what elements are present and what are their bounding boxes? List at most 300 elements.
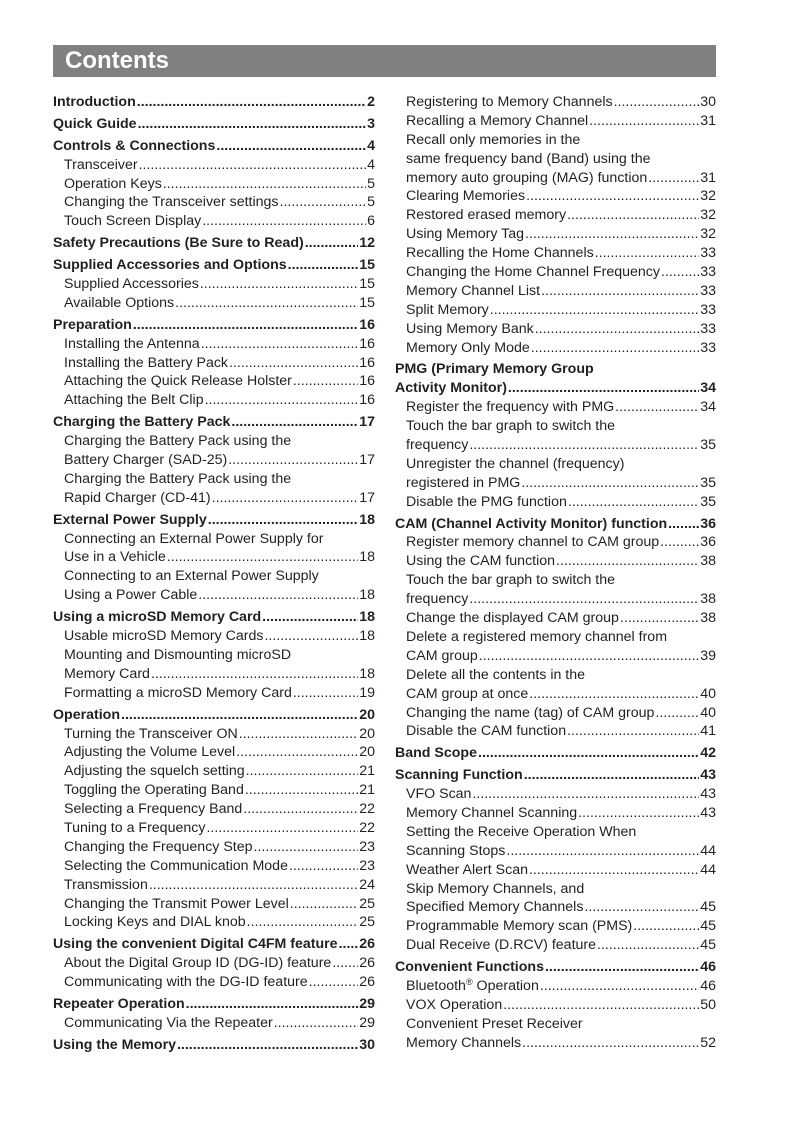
toc-entry-title: Changing the Transceiver settings — [64, 194, 279, 211]
toc-entry-line — [64, 857, 375, 876]
toc-entry-title: Register the frequency with PMG — [406, 399, 615, 416]
toc-entry-line — [53, 995, 375, 1014]
dot-leader — [668, 515, 699, 534]
toc-entry-title: Register memory channel to CAM group — [406, 534, 660, 551]
dot-leader — [633, 917, 699, 936]
toc-page-number: 32 — [700, 207, 716, 224]
toc-entry-line — [395, 360, 716, 379]
toc-entry-title: Touch the bar graph to switch the — [406, 418, 615, 435]
toc-entry-title: Installing the Battery Pack — [64, 354, 229, 371]
toc-entry-line — [406, 187, 716, 206]
dot-leader — [200, 275, 358, 294]
toc-entry-section[interactable] — [53, 316, 375, 335]
toc-page-number: 41 — [700, 723, 716, 740]
toc-entry-line — [64, 876, 375, 895]
toc-entry-line — [53, 256, 375, 275]
toc-entry-title: Charging the Battery Pack — [53, 414, 231, 431]
toc-entry[interactable] — [395, 320, 716, 339]
dot-leader — [239, 725, 358, 744]
toc-page-number: 23 — [359, 857, 375, 874]
toc-entry-section[interactable] — [53, 706, 375, 725]
toc-entry[interactable] — [395, 244, 716, 263]
toc-entry-title: Transmission — [64, 876, 148, 893]
toc-entry-title: Disable the CAM function — [406, 723, 567, 740]
toc-page-number: 31 — [700, 112, 716, 129]
toc-page-number: 39 — [700, 647, 716, 664]
toc-entry[interactable] — [53, 819, 375, 838]
toc-page-number: 46 — [700, 959, 716, 976]
toc-entry-title: Operation Keys — [64, 175, 162, 192]
toc-entry-section[interactable] — [395, 766, 716, 785]
toc-page-number: 25 — [359, 914, 375, 931]
dot-leader — [661, 263, 699, 282]
toc-entry-title: Communicating Via the Repeater — [64, 1014, 273, 1031]
toc-entry[interactable] — [395, 282, 716, 301]
toc-entry-title: Charging the Battery Pack using the — [64, 470, 292, 487]
toc-page-number: 21 — [359, 782, 375, 799]
dot-leader — [615, 398, 699, 417]
toc-entry-section[interactable] — [53, 93, 375, 112]
toc-entry[interactable] — [395, 722, 716, 741]
toc-entry-line — [64, 432, 375, 451]
toc-entry-title: Change the displayed CAM group — [406, 610, 619, 627]
toc-entry-line — [406, 455, 716, 474]
toc-entry-section[interactable] — [395, 360, 716, 398]
dot-leader — [236, 743, 358, 762]
toc-entry-title: Formatting a microSD Memory Card — [64, 684, 292, 701]
toc-page-number: 45 — [700, 937, 716, 954]
toc-entry[interactable] — [395, 571, 716, 609]
toc-entry-line — [406, 842, 716, 861]
toc-entry[interactable] — [395, 977, 716, 996]
toc-page-number: 5 — [367, 194, 375, 211]
toc-entry-section[interactable] — [53, 608, 375, 627]
toc-entry-title: Scanning Function — [395, 767, 523, 784]
dot-leader — [525, 225, 699, 244]
toc-page-number: 16 — [359, 392, 375, 409]
toc-page-number: 44 — [700, 861, 716, 878]
toc-page-number: 15 — [359, 294, 375, 311]
toc-entry[interactable] — [395, 301, 716, 320]
toc-page-number: 16 — [359, 373, 375, 390]
dot-leader — [121, 706, 358, 725]
dot-leader — [246, 762, 359, 781]
toc-entry-title: Using the convenient Digital C4FM feature — [53, 936, 338, 953]
toc-page-number: 19 — [359, 684, 375, 701]
toc-entry-title: Touch Screen Display — [64, 213, 202, 230]
toc-entry[interactable] — [395, 609, 716, 628]
toc-page-number: 6 — [367, 213, 375, 230]
toc-entry-title: Changing the Home Channel Frequency — [406, 264, 660, 281]
dot-leader — [339, 935, 359, 954]
toc-entry-title: Restored erased memory — [406, 207, 567, 224]
dot-leader — [264, 627, 358, 646]
toc-page-number: 38 — [700, 610, 716, 627]
toc-entry[interactable] — [53, 175, 375, 194]
toc-page-number: 24 — [359, 876, 375, 893]
dot-leader — [508, 379, 699, 398]
toc-entry[interactable] — [395, 93, 716, 112]
toc-entry-line — [406, 917, 716, 936]
toc-entry[interactable] — [53, 294, 375, 313]
dot-leader — [332, 954, 358, 973]
dot-leader — [522, 1034, 699, 1053]
toc-entry-title: Repeater Operation — [53, 995, 185, 1012]
toc-entry-line — [406, 150, 716, 169]
toc-entry[interactable] — [395, 861, 716, 880]
dot-leader — [288, 256, 359, 275]
toc-page-number: 20 — [359, 725, 375, 742]
toc-entry-line — [64, 743, 375, 762]
toc-page-number: 44 — [700, 842, 716, 859]
toc-entry-line — [406, 628, 716, 647]
toc-entry[interactable] — [395, 533, 716, 552]
toc-entry-section[interactable] — [53, 413, 375, 432]
toc-entry[interactable] — [53, 646, 375, 684]
toc-entry-section[interactable] — [53, 1036, 375, 1055]
toc-entry-line — [406, 263, 716, 282]
toc-entry-line — [64, 781, 375, 800]
toc-entry[interactable] — [53, 530, 375, 568]
toc-page-number: 45 — [700, 918, 716, 935]
toc-entry-title: Mounting and Dismounting microSD — [64, 646, 292, 663]
toc-entry[interactable] — [395, 804, 716, 823]
toc-entry-title: Convenient Functions — [395, 959, 544, 976]
toc-entry-section[interactable] — [53, 256, 375, 275]
toc-page-number: 12 — [359, 235, 375, 252]
toc-entry-title: Usable microSD Memory Cards — [64, 628, 264, 645]
toc-entry-title: frequency — [406, 437, 469, 454]
toc-entry[interactable] — [53, 354, 375, 373]
toc-entry-title: Rapid Charger (CD-41) — [64, 489, 211, 506]
dot-leader — [529, 685, 699, 704]
toc-entry-line — [64, 548, 375, 567]
toc-entry-title: Adjusting the squelch setting — [64, 763, 245, 780]
toc-entry[interactable] — [53, 275, 375, 294]
toc-entry[interactable] — [395, 263, 716, 282]
toc-page-number: 17 — [359, 489, 375, 506]
toc-entry[interactable] — [53, 876, 375, 895]
toc-entry[interactable] — [53, 895, 375, 914]
toc-entry-title: Introduction — [53, 94, 136, 110]
toc-entry-line — [406, 206, 716, 225]
contents-header-bar — [53, 45, 716, 77]
toc-entry[interactable] — [53, 800, 375, 819]
toc-entry-title: Scanning Stops — [406, 842, 506, 859]
toc-entry-title: Use in a Vehicle — [64, 549, 166, 566]
toc-entry-title: Available Options — [64, 294, 175, 311]
dot-leader — [556, 552, 699, 571]
dot-leader — [469, 436, 699, 455]
dot-leader — [198, 586, 358, 605]
toc-entry-title: Selecting a Frequency Band — [64, 801, 243, 818]
toc-entry-line — [406, 474, 716, 493]
toc-entry-title: Recalling a Memory Channel — [406, 112, 589, 129]
toc-entry-line — [53, 93, 375, 112]
dot-leader — [133, 316, 358, 335]
toc-page-number: 26 — [359, 955, 375, 972]
dot-leader — [535, 320, 699, 339]
toc-entry-line — [406, 131, 716, 150]
toc-entry-title: Adjusting the Volume Level — [64, 744, 236, 761]
toc-entry-title: Specified Memory Channels — [406, 899, 584, 916]
toc-entry-line — [406, 823, 716, 842]
toc-page-number: 16 — [359, 316, 375, 333]
toc-entry-title: Setting the Receive Operation When — [406, 823, 637, 840]
toc-entry[interactable] — [395, 398, 716, 417]
toc-entry[interactable] — [53, 335, 375, 354]
toc-entry-title: Selecting the Communication Mode — [64, 857, 288, 874]
toc-entry-line — [406, 647, 716, 666]
toc-entry[interactable] — [395, 666, 716, 704]
toc-entry[interactable] — [53, 762, 375, 781]
toc-entry-title: Quick Guide — [53, 115, 137, 132]
toc-entry[interactable] — [395, 785, 716, 804]
toc-entry[interactable] — [53, 567, 375, 605]
dot-leader — [567, 722, 699, 741]
toc-entry-title: Tuning to a Frequency — [64, 819, 206, 836]
toc-entry-line — [406, 996, 716, 1015]
toc-page-number: 23 — [359, 838, 375, 855]
toc-entry[interactable] — [395, 823, 716, 861]
toc-entry[interactable] — [53, 684, 375, 703]
toc-entry[interactable] — [395, 880, 716, 918]
toc-entry-title: External Power Supply — [53, 511, 207, 528]
dot-leader — [274, 1014, 358, 1033]
toc-entry[interactable] — [395, 455, 716, 493]
toc-entry-line — [406, 320, 716, 339]
toc-entry[interactable] — [395, 206, 716, 225]
toc-entry-title: VOX Operation — [406, 996, 503, 1013]
toc-entry[interactable] — [395, 552, 716, 571]
toc-page-number: 4 — [367, 137, 375, 154]
toc-entry-line — [64, 212, 375, 231]
toc-page-number: 35 — [700, 474, 716, 491]
toc-page-number: 43 — [700, 786, 716, 803]
dot-leader — [595, 244, 700, 263]
toc-entry-line — [64, 530, 375, 549]
toc-page-number: 3 — [367, 115, 375, 132]
toc-entry-title: Installing the Antenna — [64, 335, 200, 352]
toc-entry-title: Skip Memory Channels, and — [406, 880, 585, 897]
toc-entry-title: Band Scope — [395, 745, 477, 762]
toc-entry[interactable] — [53, 470, 375, 508]
toc-entry[interactable] — [395, 112, 716, 131]
toc-entry-line — [64, 1014, 375, 1033]
toc-entry[interactable] — [53, 432, 375, 470]
toc-entry[interactable] — [395, 628, 716, 666]
toc-entry-line — [406, 552, 716, 571]
toc-entry[interactable] — [53, 725, 375, 744]
toc-page-number: 18 — [359, 609, 375, 626]
toc-entry-title: Recalling the Home Channels — [406, 245, 594, 262]
toc-page-number: 26 — [359, 936, 375, 953]
toc-entry-section[interactable] — [395, 744, 716, 763]
dot-leader — [478, 744, 699, 763]
toc-entry-section[interactable] — [53, 115, 375, 134]
toc-entry-line — [53, 115, 375, 134]
dot-leader — [138, 115, 367, 134]
toc-entry-line — [406, 112, 716, 131]
toc-entry-line — [406, 861, 716, 880]
dot-leader — [137, 93, 366, 112]
toc-entry-title: Memory Only Mode — [406, 339, 530, 356]
toc-entry[interactable] — [395, 917, 716, 936]
toc-entry-section[interactable] — [53, 511, 375, 530]
toc-entry-title: Disable the PMG function — [406, 493, 567, 510]
toc-entry[interactable] — [53, 391, 375, 410]
dot-leader — [289, 857, 358, 876]
toc-entry-line — [406, 704, 716, 723]
toc-entry-line — [64, 335, 375, 354]
toc-entry-line — [406, 436, 716, 455]
dot-leader — [531, 339, 699, 358]
toc-entry-line — [406, 93, 716, 112]
toc-entry[interactable] — [53, 156, 375, 175]
toc-entry-title: Delete all the contents in the — [406, 666, 586, 683]
dot-leader — [231, 413, 358, 432]
dot-leader — [163, 175, 366, 194]
toc-entry[interactable] — [395, 704, 716, 723]
toc-page-number: 43 — [700, 767, 716, 784]
toc-page-number: 32 — [700, 188, 716, 205]
toc-entry[interactable] — [53, 913, 375, 932]
toc-page-number: 34 — [700, 380, 716, 397]
toc-entry-line — [64, 665, 375, 684]
dot-leader — [660, 533, 699, 552]
toc-entry-line — [64, 294, 375, 313]
toc-entry-line — [64, 895, 375, 914]
toc-entry-title: Locking Keys and DIAL knob — [64, 914, 246, 931]
toc-page-number: 18 — [359, 628, 375, 645]
toc-entry-line — [64, 391, 375, 410]
toc-entry-line — [64, 175, 375, 194]
toc-entry[interactable] — [53, 743, 375, 762]
toc-page-number: 46 — [700, 977, 716, 994]
toc-page-number: 42 — [700, 745, 716, 762]
toc-entry-title: CAM group — [406, 647, 478, 664]
toc-entry-section[interactable] — [395, 958, 716, 977]
dot-leader — [293, 372, 358, 391]
toc-entry-line — [406, 977, 716, 996]
toc-entry-title: Delete a registered memory channel from — [406, 628, 668, 645]
toc-entry-line — [406, 417, 716, 436]
toc-page-number: 31 — [700, 169, 716, 186]
toc-entry-line — [406, 225, 716, 244]
toc-entry[interactable] — [395, 417, 716, 455]
toc-entry-title: Communicating with the DG-ID feature — [64, 974, 308, 991]
toc-entry-line — [64, 762, 375, 781]
toc-entry-title: Changing the name (tag) of CAM group — [406, 704, 655, 721]
toc-entry-title: Changing the Transmit Power Level — [64, 895, 289, 912]
toc-entry[interactable] — [395, 996, 716, 1015]
toc-entry-title: Attaching the Belt Clip — [64, 392, 204, 409]
toc-page-number: 33 — [700, 339, 716, 356]
toc-entry[interactable] — [395, 131, 716, 188]
dot-leader — [206, 819, 358, 838]
toc-entry[interactable] — [53, 838, 375, 857]
toc-entry-title: frequency — [406, 591, 469, 608]
toc-entry[interactable] — [53, 973, 375, 992]
toc-entry[interactable] — [53, 193, 375, 212]
toc-entry[interactable] — [53, 372, 375, 391]
toc-entry-line — [406, 590, 716, 609]
toc-page-number: 18 — [359, 549, 375, 566]
toc-entry-line — [64, 470, 375, 489]
toc-entry[interactable] — [395, 225, 716, 244]
dot-leader — [578, 804, 699, 823]
dot-leader — [216, 137, 366, 156]
toc-entry-section[interactable] — [395, 515, 716, 534]
dot-leader — [254, 838, 359, 857]
toc-entry-line — [64, 684, 375, 703]
toc-entry[interactable] — [395, 493, 716, 512]
toc-entry-title: Memory Channels — [406, 1034, 522, 1051]
toc-entry[interactable] — [53, 857, 375, 876]
toc-entry[interactable] — [53, 954, 375, 973]
toc-entry-title: Connecting an External Power Supply for — [64, 530, 324, 547]
toc-entry[interactable] — [53, 781, 375, 800]
toc-entry[interactable] — [53, 1014, 375, 1033]
toc-page-number: 5 — [367, 175, 375, 192]
toc-page-number: 17 — [359, 414, 375, 431]
toc-entry-title: Memory Channel List — [406, 282, 541, 299]
dot-leader — [614, 93, 700, 112]
toc-entry-section[interactable] — [53, 995, 375, 1014]
toc-page-number: 33 — [700, 320, 716, 337]
toc-entry-line — [406, 609, 716, 628]
toc-entry-line — [64, 725, 375, 744]
toc-entry-section[interactable] — [53, 137, 375, 156]
toc-entry-line — [64, 819, 375, 838]
toc-entry-line — [406, 936, 716, 955]
toc-entry-line — [406, 785, 716, 804]
dot-leader — [202, 212, 366, 231]
toc-page-number: 35 — [700, 493, 716, 510]
toc-entry[interactable] — [395, 187, 716, 206]
toc-entry-title: Using a Power Cable — [64, 587, 198, 604]
toc-entry-line — [64, 193, 375, 212]
dot-leader — [506, 842, 699, 861]
toc-entry-line — [406, 880, 716, 899]
toc-entry[interactable] — [53, 212, 375, 231]
toc-entry-line — [395, 379, 716, 398]
toc-page-number: 36 — [700, 534, 716, 551]
toc-page-number: 33 — [700, 301, 716, 318]
toc-page-number: 34 — [700, 399, 716, 416]
toc-entry-line — [64, 567, 375, 586]
toc-entry[interactable] — [395, 339, 716, 358]
toc-entry[interactable] — [395, 936, 716, 955]
toc-page-number: 33 — [700, 245, 716, 262]
toc-entry-title: Operation — [53, 706, 121, 723]
dot-leader — [247, 913, 359, 932]
toc-entry-section[interactable] — [53, 234, 375, 253]
toc-entry[interactable] — [53, 627, 375, 646]
dot-leader — [228, 451, 358, 470]
dot-leader — [186, 995, 359, 1014]
dot-leader — [655, 704, 699, 723]
toc-entry-line — [53, 234, 375, 253]
toc-entry-title: Transceiver — [64, 156, 138, 173]
toc-entry-section[interactable] — [53, 935, 375, 954]
toc-entry-line — [406, 493, 716, 512]
toc-page-number: 26 — [359, 974, 375, 991]
toc-entry-title: Changing the Frequency Step — [64, 838, 253, 855]
toc-entry-line — [53, 316, 375, 335]
toc-entry[interactable] — [395, 1015, 716, 1053]
toc-entry-title: Using Memory Tag — [406, 226, 525, 243]
